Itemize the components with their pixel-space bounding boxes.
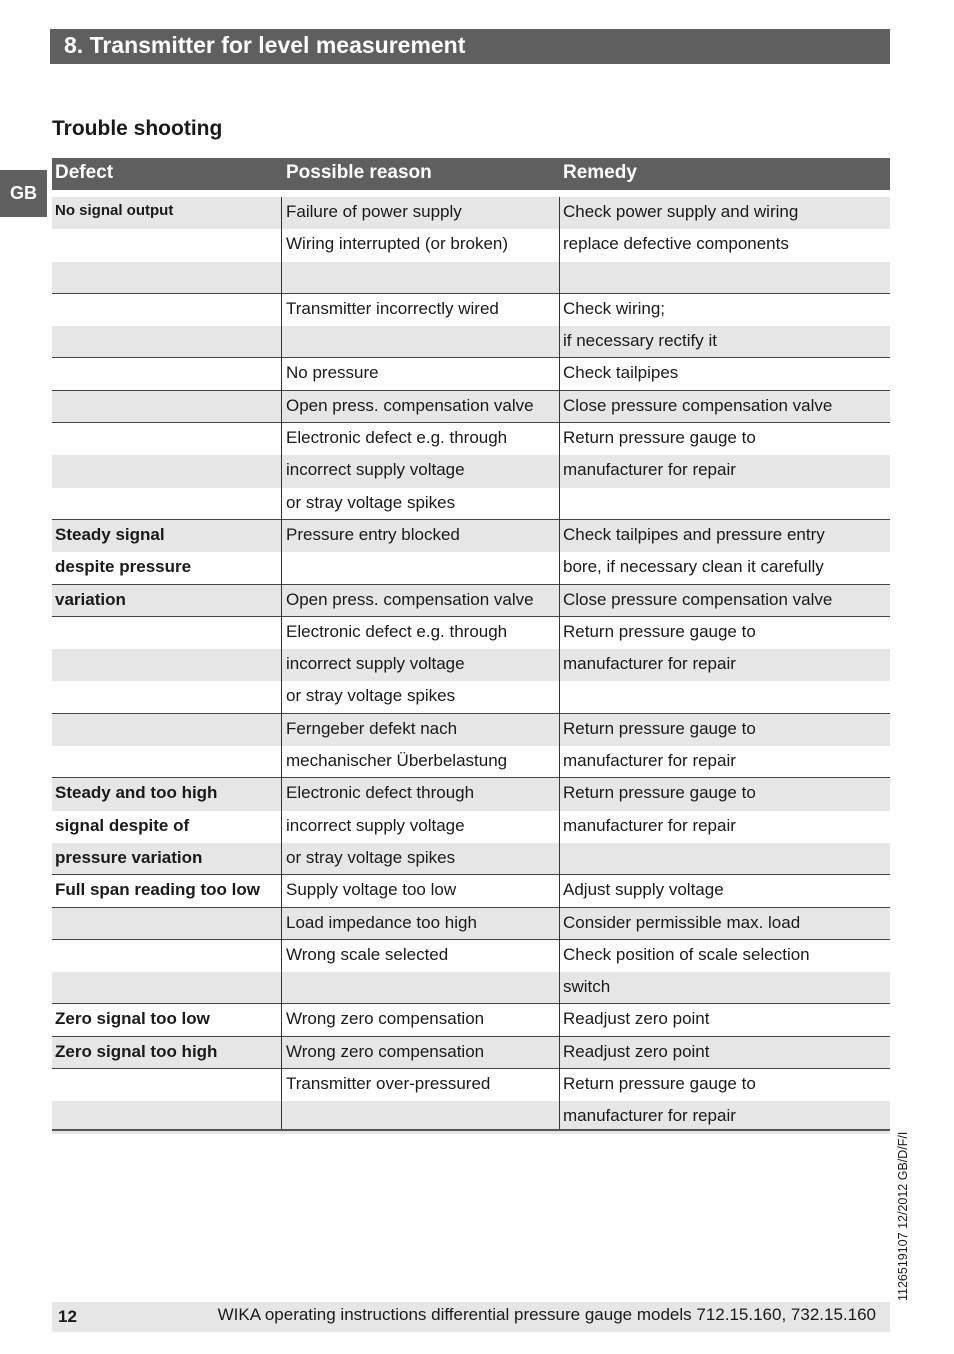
reason-cell: incorrect supply voltage: [286, 815, 465, 835]
table-row: [52, 746, 890, 778]
reason-cell: Wrong zero compensation: [286, 1041, 485, 1061]
reason-cell: or stray voltage spikes: [286, 847, 456, 867]
table-row: [52, 1069, 890, 1101]
header-defect: Defect: [55, 162, 114, 183]
remedy-cell: Check tailpipes: [563, 363, 679, 383]
reason-cell: Wrong scale selected: [286, 944, 449, 964]
table-body: [52, 197, 890, 1134]
reason-cell: Load impedance too high: [286, 912, 477, 932]
remedy-cell: Check tailpipes and pressure entry: [563, 524, 825, 544]
table-row: [52, 326, 890, 358]
reason-cell: Wiring interrupted (or broken): [286, 234, 509, 254]
defect-cell: Zero signal too low: [55, 1009, 210, 1029]
remedy-cell: Return pressure gauge to: [563, 1074, 756, 1094]
remedy-cell: Return pressure gauge to: [563, 783, 756, 803]
reason-cell: Electronic defect e.g. through: [286, 428, 508, 448]
remedy-cell: manufacturer for repair: [563, 1106, 736, 1126]
remedy-cell: Adjust supply voltage: [563, 880, 724, 900]
language-tab: GB: [0, 170, 47, 217]
reason-cell: Transmitter incorrectly wired: [286, 298, 499, 318]
remedy-cell: if necessary rectify it: [563, 331, 717, 351]
page-number: 12: [58, 1307, 77, 1326]
table-row: [52, 681, 890, 713]
table-row: [52, 1004, 890, 1036]
reason-cell: mechanischer Überbelastung: [286, 751, 508, 771]
reason-cell: Ferngeber defekt nach: [286, 718, 458, 738]
reason-cell: Open press. compensation valve: [286, 589, 534, 609]
header-possible-reason: Possible reason: [286, 162, 432, 183]
section-title: Trouble shooting: [52, 117, 223, 140]
column-divider: [281, 197, 282, 1130]
column-divider: [559, 197, 560, 1130]
table-row: [52, 875, 890, 907]
table-row: [52, 972, 890, 1004]
footer-bar: [52, 1302, 890, 1332]
remedy-cell: manufacturer for repair: [563, 460, 736, 480]
reason-cell: Open press. compensation valve: [286, 395, 534, 415]
defect-cell: despite pressure: [55, 557, 192, 577]
reason-cell: Electronic defect e.g. through: [286, 621, 508, 641]
defect-cell: Full span reading too low: [55, 880, 260, 900]
remedy-cell: manufacturer for repair: [563, 654, 736, 674]
remedy-cell: replace defective components: [563, 234, 789, 254]
remedy-cell: bore, if necessary clean it carefully: [563, 557, 824, 577]
defect-cell: Zero signal too high: [55, 1041, 218, 1061]
remedy-cell: Close pressure compensation valve: [563, 589, 833, 609]
table-row: [52, 585, 890, 617]
reason-cell: incorrect supply voltage: [286, 460, 465, 480]
chapter-title: 8. Transmitter for level measurement: [64, 32, 466, 58]
defect-cell: pressure variation: [55, 847, 203, 867]
reason-cell: No pressure: [286, 363, 379, 383]
remedy-cell: Readjust zero point: [563, 1009, 710, 1029]
reason-cell: incorrect supply voltage: [286, 654, 465, 674]
remedy-cell: Readjust zero point: [563, 1041, 710, 1061]
table-row: [52, 649, 890, 681]
table-bottom-rule: [52, 1129, 890, 1131]
reason-cell: or stray voltage spikes: [286, 686, 456, 706]
table-row: [52, 843, 890, 875]
remedy-cell: manufacturer for repair: [563, 815, 736, 835]
table-row: [52, 552, 890, 584]
table-row: [52, 940, 890, 972]
footer-text: WIKA operating instructions differential pressure gauge models 712.15.160, 732.15.160: [217, 1305, 876, 1324]
table-header: [52, 158, 890, 190]
table-row: [52, 262, 890, 294]
table-row: [52, 778, 890, 810]
table-row: [52, 617, 890, 649]
table-row: [52, 908, 890, 940]
document-code: 1126519107 12/2012 GB/D/F/I: [896, 1131, 910, 1301]
table-row: [52, 488, 890, 520]
table-row: [52, 423, 890, 455]
remedy-cell: Consider permissible max. load: [563, 912, 801, 932]
table-row: [52, 455, 890, 487]
table-row: [52, 229, 890, 261]
chapter-header-bar: [50, 29, 890, 64]
header-remedy: Remedy: [563, 162, 637, 183]
reason-cell: Transmitter over-pressured: [286, 1074, 491, 1094]
remedy-cell: Check power supply and wiring: [563, 202, 799, 221]
table-row: [52, 714, 890, 746]
table-row: [52, 520, 890, 552]
table-row: [52, 391, 890, 423]
remedy-cell: Return pressure gauge to: [563, 621, 756, 641]
defect-cell: variation: [55, 589, 126, 609]
reason-cell: Pressure entry blocked: [286, 524, 460, 544]
table-row: [52, 1037, 890, 1069]
reason-cell: Wrong zero compensation: [286, 1009, 485, 1029]
table-row: [52, 294, 890, 326]
table-row: [52, 358, 890, 390]
reason-cell: or stray voltage spikes: [286, 492, 456, 512]
remedy-cell: switch: [563, 977, 611, 997]
remedy-cell: Check position of scale selection: [563, 944, 810, 964]
reason-cell: Failure of power supply: [286, 202, 462, 221]
defect-cell: No signal output: [55, 202, 174, 219]
reason-cell: Electronic defect through: [286, 783, 475, 803]
defect-cell: signal despite of: [55, 815, 190, 835]
table-row: [52, 197, 890, 229]
defect-cell: Steady signal: [55, 524, 165, 544]
table-row: [52, 811, 890, 843]
remedy-cell: Return pressure gauge to: [563, 718, 756, 738]
defect-cell: Steady and too high: [55, 783, 218, 803]
remedy-cell: Close pressure compensation valve: [563, 395, 833, 415]
remedy-cell: manufacturer for repair: [563, 751, 736, 771]
reason-cell: Supply voltage too low: [286, 880, 457, 900]
remedy-cell: Check wiring;: [563, 298, 666, 318]
remedy-cell: Return pressure gauge to: [563, 428, 756, 448]
